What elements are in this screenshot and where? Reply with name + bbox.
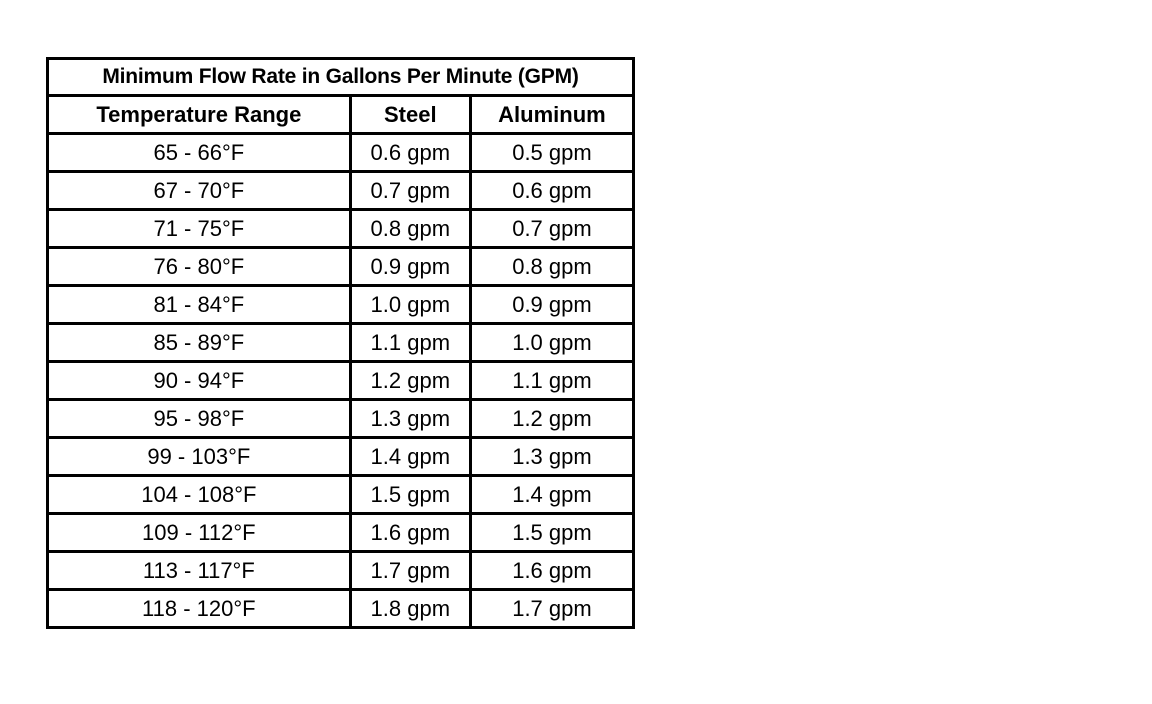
table-row [48,210,634,248]
cell-steel: 1.8 gpm [350,590,470,628]
cell-temperature-range: 90 - 94°F [48,362,351,400]
flow-rate-table [46,57,635,629]
cell-aluminum: 1.3 gpm [470,438,633,476]
cell-temperature-range: 109 - 112°F [48,514,351,552]
cell-steel: 0.8 gpm [350,210,470,248]
cell-temperature-range: 76 - 80°F [48,248,351,286]
cell-aluminum: 0.5 gpm [470,134,633,172]
cell-temperature-range: 113 - 117°F [48,552,351,590]
cell-aluminum: 0.9 gpm [470,286,633,324]
cell-temperature-range: 99 - 103°F [48,438,351,476]
header-aluminum: Aluminum [470,96,633,134]
cell-steel: 1.1 gpm [350,324,470,362]
cell-steel: 1.2 gpm [350,362,470,400]
table-title: Minimum Flow Rate in Gallons Per Minute (GPM) [48,59,634,96]
cell-steel: 1.5 gpm [350,476,470,514]
table-row [48,362,634,400]
cell-temperature-range: 95 - 98°F [48,400,351,438]
table-header-row [48,96,634,134]
table-row [48,324,634,362]
cell-aluminum: 0.8 gpm [470,248,633,286]
header-steel: Steel [350,96,470,134]
header-temperature-range: Temperature Range [48,96,351,134]
cell-steel: 0.7 gpm [350,172,470,210]
table-row [48,248,634,286]
table-row [48,400,634,438]
table-body [48,134,634,628]
table-row [48,286,634,324]
cell-temperature-range: 65 - 66°F [48,134,351,172]
cell-steel: 0.9 gpm [350,248,470,286]
cell-temperature-range: 71 - 75°F [48,210,351,248]
cell-temperature-range: 118 - 120°F [48,590,351,628]
table-row [48,172,634,210]
cell-steel: 0.6 gpm [350,134,470,172]
table-row [48,590,634,628]
cell-aluminum: 1.5 gpm [470,514,633,552]
cell-aluminum: 0.6 gpm [470,172,633,210]
cell-steel: 1.0 gpm [350,286,470,324]
table-row [48,438,634,476]
cell-temperature-range: 81 - 84°F [48,286,351,324]
cell-steel: 1.4 gpm [350,438,470,476]
table-row [48,552,634,590]
cell-aluminum: 1.1 gpm [470,362,633,400]
cell-temperature-range: 85 - 89°F [48,324,351,362]
table-row [48,134,634,172]
cell-steel: 1.6 gpm [350,514,470,552]
cell-aluminum: 1.6 gpm [470,552,633,590]
cell-steel: 1.7 gpm [350,552,470,590]
cell-aluminum: 1.7 gpm [470,590,633,628]
cell-temperature-range: 67 - 70°F [48,172,351,210]
table-row [48,514,634,552]
table-title-row [48,59,634,96]
cell-aluminum: 1.2 gpm [470,400,633,438]
cell-aluminum: 0.7 gpm [470,210,633,248]
cell-aluminum: 1.4 gpm [470,476,633,514]
cell-temperature-range: 104 - 108°F [48,476,351,514]
cell-steel: 1.3 gpm [350,400,470,438]
cell-aluminum: 1.0 gpm [470,324,633,362]
table-row [48,476,634,514]
